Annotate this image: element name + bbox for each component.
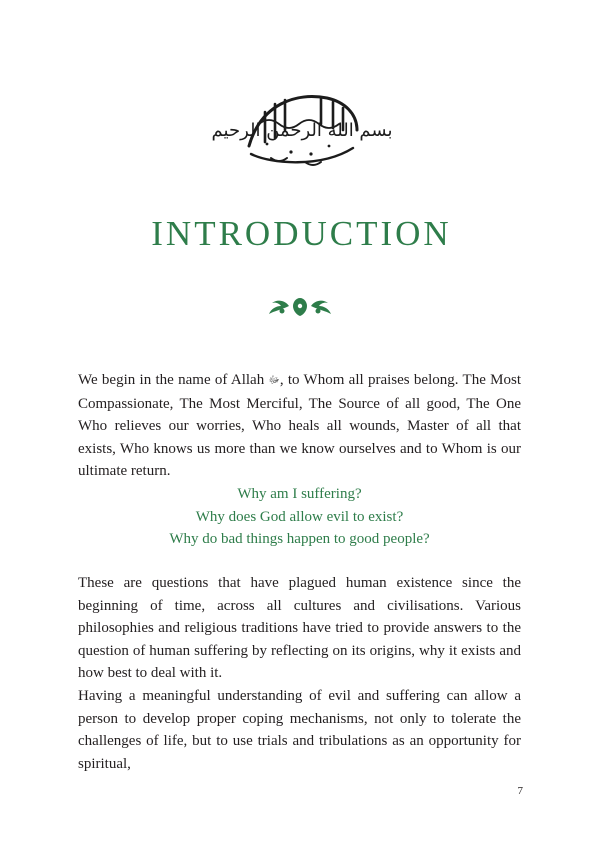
body-paragraph: Having a meaningful understanding of evil and suffering can allow a person to develop proper coping mechanisms, not only to tolerate the challenges of life, but to use trials and tribulations as an opportunity for spiritual,	[78, 688, 521, 772]
question-line: Why does God allow evil to exist?	[195, 508, 404, 525]
floral-ornament-icon	[265, 294, 335, 318]
page-number: 7	[517, 785, 523, 797]
chapter-title: INTRODUCTION	[151, 214, 452, 253]
intro-paragraph	[78, 369, 521, 483]
questions-block	[78, 483, 521, 551]
body-paragraph: These are questions that have plagued human existence since the beginning of time, across all cultures and civilisations. Various philosophies and religious traditions have tried to provide answers to the question of human suffering by reflecting on its origins, why it exists and how best to deal with it.	[78, 575, 521, 681]
jalla-jalaluhu-honorific-icon: ﷻ	[268, 375, 280, 386]
question-line: Why am I suffering?	[237, 486, 362, 502]
bismillah-text: بسم الله الرحمن الرحيم	[211, 120, 393, 141]
intro-paragraph-start: We begin in the name of Allah	[78, 372, 269, 388]
intro-paragraph-rest: , to Whom all praises belong. The Most Compassionate, The Most Merciful, The Source of all good, The One Who relieves our worries, Who heals all wounds, Master of all that exists, Who knows us more than we know ourselves and to Whom is our ultimate return.	[78, 372, 521, 479]
bismillah-calligraphy-icon	[211, 84, 393, 174]
question-line: Why do bad things happen to good people?	[169, 531, 430, 547]
